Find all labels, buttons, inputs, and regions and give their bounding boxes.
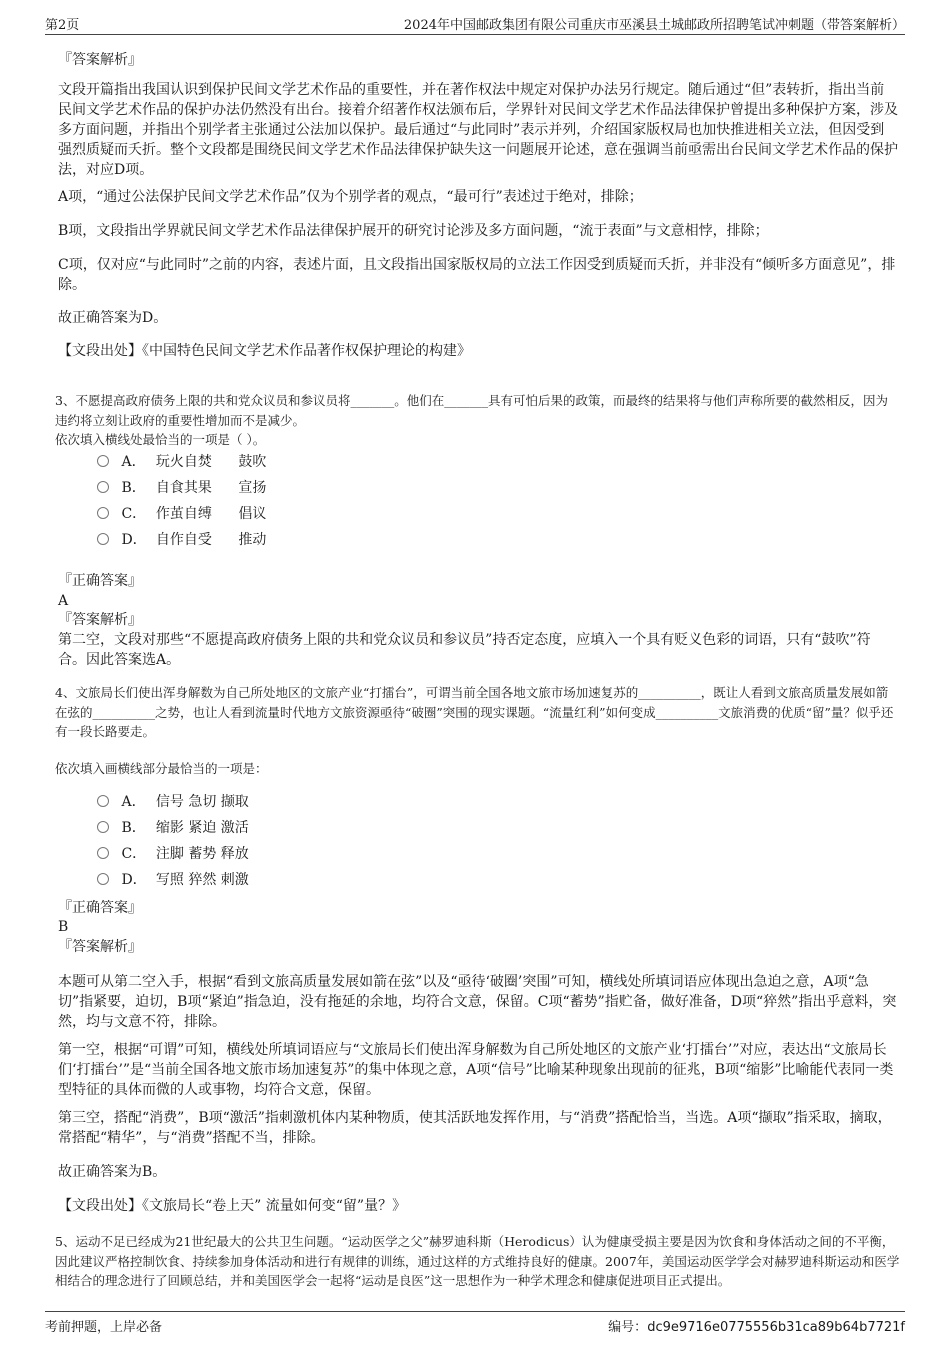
radio-icon[interactable] bbox=[97, 795, 109, 807]
analysis-conclusion: 故正确答案为D。 bbox=[58, 310, 168, 326]
question-4-analysis-paragraph-1: 本题可从第二空入手，根据“看到文旅高质量发展如箭在弦”以及“亟待‘破圈’突围”可知，横线处所填词语应体现出急迫之意，A项“急切”指紧要，迫切，B项“紧迫”指急迫，没有拖延的余地，均符合文意，保留。C项“蓄势”指贮备，做好准备，D项“猝然”指出乎意料，突然，均与文意不符，排除。 bbox=[58, 974, 897, 1030]
question-4-answer-label: 『正确答案』 bbox=[58, 900, 142, 916]
page-number: 第2页 bbox=[45, 18, 80, 33]
question-3-option-a[interactable]: A． 玩火自焚 鼓吹 bbox=[97, 451, 266, 473]
analysis-option-b: B项，文段指出学界就民间文学艺术作品法律保护展开的研究讨论涉及多方面问题，“流于表面”与文意相悖，排除； bbox=[58, 223, 769, 239]
radio-icon[interactable] bbox=[97, 481, 109, 493]
question-4-option-d[interactable]: D． 写照 猝然 刺激 bbox=[97, 869, 249, 891]
radio-icon[interactable] bbox=[97, 821, 109, 833]
question-3-answer: A bbox=[58, 593, 69, 609]
question-3-option-d[interactable]: D． 自作自受 推动 bbox=[97, 529, 266, 551]
question-4-analysis-label: 『答案解析』 bbox=[58, 939, 142, 955]
document-title: 2024年中国邮政集团有限公司重庆市巫溪县土城邮政所招聘笔试冲刺题（带答案解析） bbox=[403, 18, 905, 33]
question-4-prompt: 依次填入画横线部分最恰当的一项是： bbox=[55, 761, 268, 776]
question-3-answer-label: 『正确答案』 bbox=[58, 573, 142, 589]
question-4-source: 【文段出处】《文旅局长“卷上天” 流量如何变“留”量？》 bbox=[58, 1198, 407, 1214]
analysis-option-a: A项，“通过公法保护民间文学艺术作品”仅为个别学者的观点，“最可行”表述过于绝对，排除； bbox=[58, 189, 643, 205]
question-4-analysis-paragraph-2: 第一空，根据“可谓”可知，横线处所填词语应与“文旅局长们使出浑身解数为自己所处地区的文旅产业‘打擂台’”对应，表达出“文旅局长们‘打擂台’”是“当前全国各地文旅市场加速复苏”的集中体现之意，A项“信号”比喻某种现象出现前的征兆，B项“缩影”比喻能代表同一类型特征的具体而微的人或事物，均符合文意，保留。 bbox=[58, 1042, 894, 1098]
question-3-stem: 3、不愿提高政府债务上限的共和党众议员和参议员将_______。他们在_______具有可怕后果的政策，而最终的结果将与他们声称所要的截然相反，因为违约将立刻让政府的重要性增加而不是减少。 bbox=[55, 393, 888, 428]
radio-icon[interactable] bbox=[97, 533, 109, 545]
radio-icon[interactable] bbox=[97, 847, 109, 859]
question-3-option-b[interactable]: B． 自食其果 宣扬 bbox=[97, 477, 266, 499]
question-4-option-b[interactable]: B． 缩影 紧迫 激活 bbox=[97, 817, 249, 839]
question-3-prompt: 依次填入横线处最恰当的一项是（ ）。 bbox=[55, 432, 266, 447]
radio-icon[interactable] bbox=[97, 873, 109, 885]
analysis-paragraph: 文段开篇指出我国认识到保护民间文学艺术作品的重要性，并在著作权法中规定对保护办法另行规定。随后通过“但”表转折，指出当前民间文学艺术作品的保护办法仍然没有出台。接着介绍著作权法颁布后，学界针对民间文学艺术作品法律保护曾提出多种保护方案，涉及多方面问题，并指出个别学者主张通过公法加以保护。最后通过“与此同时”表示并列，介绍国家版权局也加快推进相关立法，但因受到强烈质疑而夭折。整个文段都是围绕民间文学艺术作品法律保护缺失这一问题展开论述，意在强调当前亟需出台民间文学艺术作品的保护法，对应D项。 bbox=[58, 82, 898, 178]
question-3-analysis: 第二空，文段对那些“不愿提高政府债务上限的共和党众议员和参议员”持否定态度，应填入一个具有贬义色彩的词语，只有“鼓吹”符合。因此答案选A。 bbox=[58, 632, 871, 668]
question-4-option-c[interactable]: C． 注脚 蓄势 释放 bbox=[97, 843, 249, 865]
question-5-stem: 5、运动不足已经成为21世纪最大的公共卫生问题。“运动医学之父”赫罗迪科斯（Herodicus）认为健康受损主要是因为饮食和身体活动之间的不平衡，因此建议严格控制饮食、持续参加身体活动和进行有规律的训练，通过这样的方式维持良好的健康。2007年，美国运动医学学会对赫罗迪科斯运动和医学相结合的理念进行了回顾总结，并和美国医学会一起将“运动是良医”这一思想作为一种学术理念和健康促进项目正式提出。 bbox=[55, 1234, 900, 1288]
source-citation: 【文段出处】《中国特色民间文学艺术作品著作权保护理论的构建》 bbox=[58, 343, 471, 359]
footer-slogan: 考前押题，上岸必备 bbox=[45, 1320, 163, 1335]
question-3-option-c[interactable]: C． 作茧自缚 倡议 bbox=[97, 503, 266, 525]
question-4-stem: 4、文旅局长们使出浑身解数为自己所处地区的文旅产业“打擂台”，可谓当前全国各地文旅市场加速复苏的__________，既让人看到文旅高质量发展如箭在弦的__________之势，也让人看到流量时代地方文旅资源亟待“破圈”突围的现实课题。“流量红利”如何变成__________文旅消费的优质“留”量？似乎还有一段长路要走。 bbox=[55, 685, 894, 739]
question-4-analysis-paragraph-3: 第三空，搭配“消费”，B项“激活”指刺激机体内某种物质，使其活跃地发挥作用，与“消费”搭配恰当，当选。A项“撷取”指采取，摘取，常搭配“精华”，与“消费”搭配不当，排除。 bbox=[58, 1110, 892, 1146]
analysis-option-c: C项，仅对应“与此同时”之前的内容，表述片面，且文段指出国家版权局的立法工作因受到质疑而夭折，并非没有“倾听多方面意见”，排除。 bbox=[58, 257, 896, 293]
question-4-option-a[interactable]: A． 信号 急切 撷取 bbox=[97, 791, 249, 813]
question-3-analysis-label: 『答案解析』 bbox=[58, 612, 142, 628]
page-header bbox=[45, 12, 905, 35]
question-4-conclusion: 故正确答案为B。 bbox=[58, 1164, 167, 1180]
radio-icon[interactable] bbox=[97, 507, 109, 519]
radio-icon[interactable] bbox=[97, 455, 109, 467]
page-footer bbox=[45, 1311, 905, 1336]
question-4-answer: B bbox=[58, 919, 69, 935]
document-code: 编号：dc9e9716e0775556b31ca89b64b7721f bbox=[608, 1320, 905, 1335]
analysis-label: 『答案解析』 bbox=[58, 52, 142, 68]
